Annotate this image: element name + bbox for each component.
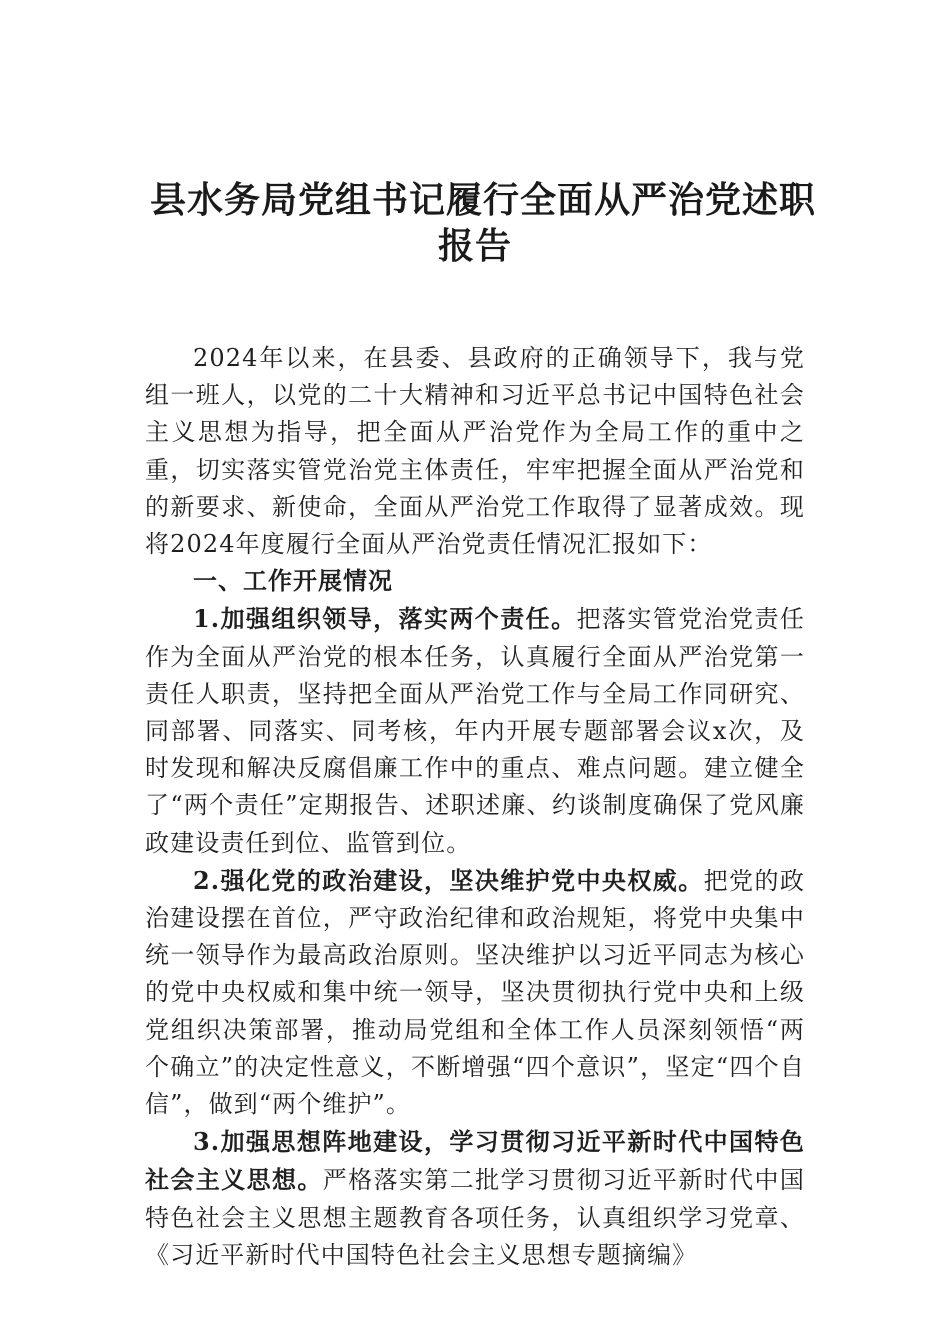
document-title-line-1: 县水务局党组书记履行全面从严治党述职 <box>150 179 817 221</box>
item-lead-2: 2.强化党的政治建设，坚决维护党中央权威。 <box>193 865 704 895</box>
item-lead-3: 3.加强思想阵地建设，学习贯彻习近平新时代中国特色社会主义思想。 <box>145 1127 805 1195</box>
item-lead-1: 1.加强组织领导，落实两个责任。 <box>193 604 577 634</box>
item-text-3: 严格落实第二批学习贯彻习近平新时代中国特色社会主义思想主题教育各项任务，认真组织学习党章、《习近平新时代中国特色社会主义思想专题摘编》 <box>145 1166 806 1269</box>
item-text-2: 把党的政治建设摆在首位，严守政治纪律和政治规矩，将党中央集中统一领导作为最高政治原则。坚决维护以习近平同志为核心的党中央权威和集中统一领导，坚决贯彻执行党中央和上级党组织决策部署，推动局党组和全体工作人员深刻领悟“两个确立”的决定性意义，不断增强“四个意识”，坚定“四个自信”，做到“两个维护”。 <box>145 866 805 1119</box>
item-paragraph-2 <box>145 862 805 1123</box>
document-title-line-2: 报告 <box>437 225 512 267</box>
item-paragraph-3 <box>145 1123 805 1274</box>
document-body <box>145 340 805 1274</box>
item-paragraph-1 <box>145 600 805 861</box>
intro-paragraph: 2024年以来，在县委、县政府的正确领导下，我与党组一班人，以党的二十大精神和习近平总书记中国特色社会主义思想为指导，把全面从严治党作为全局工作的重中之重，切实落实管党治党主体责任，牢牢把握全面从严治党和的新要求、新使命，全面从严治党工作取得了显著成效。现将2024年度履行全面从严治党责任情况汇报如下： <box>145 344 805 559</box>
item-text-1: 把落实管党治党责任作为全面从严治党的根本任务，认真履行全面从严治党第一责任人职责，坚持把全面从严治党工作与全局工作同研究、同部署、同落实、同考核，年内开展专题部署会议x次，及时发现和解决反腐倡廉工作中的重点、难点问题。建立健全了“两个责任”定期报告、述职述廉、约谈制度确保了党风廉政建设责任到位、监管到位。 <box>145 605 806 857</box>
section-heading: 一、工作开展情况 <box>193 567 393 596</box>
